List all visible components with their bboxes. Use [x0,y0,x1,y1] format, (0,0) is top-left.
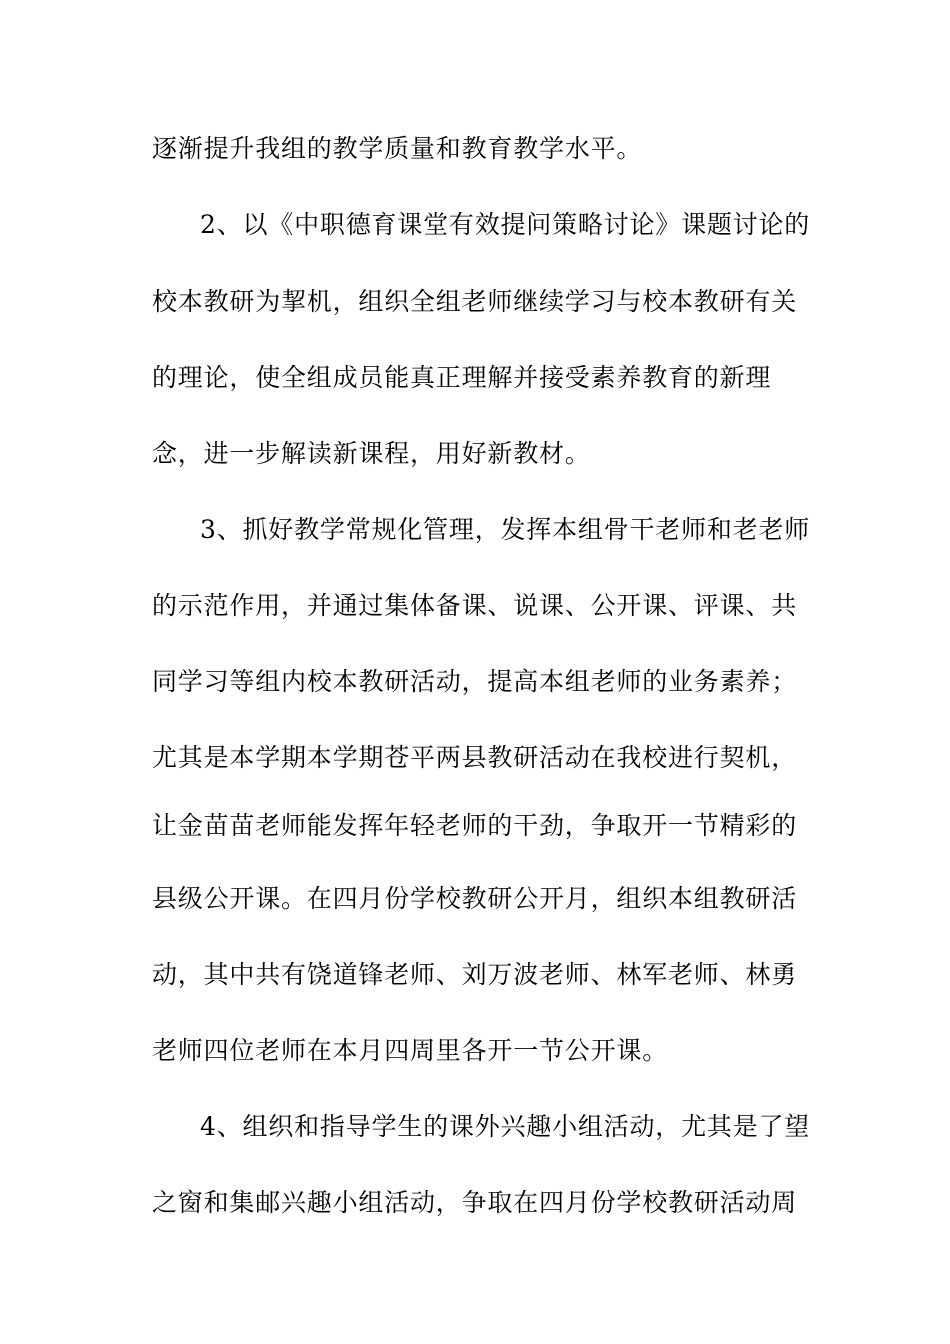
text-line-8: 同学习等组内校本教研活动，提高本组老师的业务素养； [152,667,798,696]
text-line-6: 3、抓好教学常规化管理，发挥本组骨干老师和老老师 [200,515,811,544]
text-line-14: 4、组织和指导学生的课外兴趣小组活动，尤其是了望 [200,1112,811,1141]
text-line-9: 尤其是本学期本学期苍平两县教研活动在我校进行契机， [152,743,798,772]
text-line-10: 让金苗苗老师能发挥年轻老师的干劲，争取开一节精彩的 [152,811,798,840]
text-line-5: 念，进一步解读新课程，用好新教材。 [152,439,591,468]
text-line-15: 之窗和集邮兴趣小组活动，争取在四月份学校教研活动周 [152,1188,798,1217]
text-line-7: 的示范作用，并通过集体备课、说课、公开课、评课、共 [152,591,798,620]
text-line-2: 2、以《中职德育课堂有效提问策略讨论》课题讨论的 [200,210,811,239]
text-line-1: 逐渐提升我组的教学质量和教育教学水平。 [152,134,643,163]
text-line-13: 老师四位老师在本月四周里各开一节公开课。 [152,1036,669,1065]
text-line-11: 县级公开课。在四月份学校教研公开月，组织本组教研活 [152,884,798,913]
text-line-12: 动，其中共有饶道锋老师、刘万波老师、林军老师、林勇 [152,960,798,989]
text-line-4: 的理论，使全组成员能真正理解并接受素养教育的新理 [152,363,772,392]
text-line-3: 校本教研为挈机，组织全组老师继续学习与校本教研有关 [152,287,798,316]
